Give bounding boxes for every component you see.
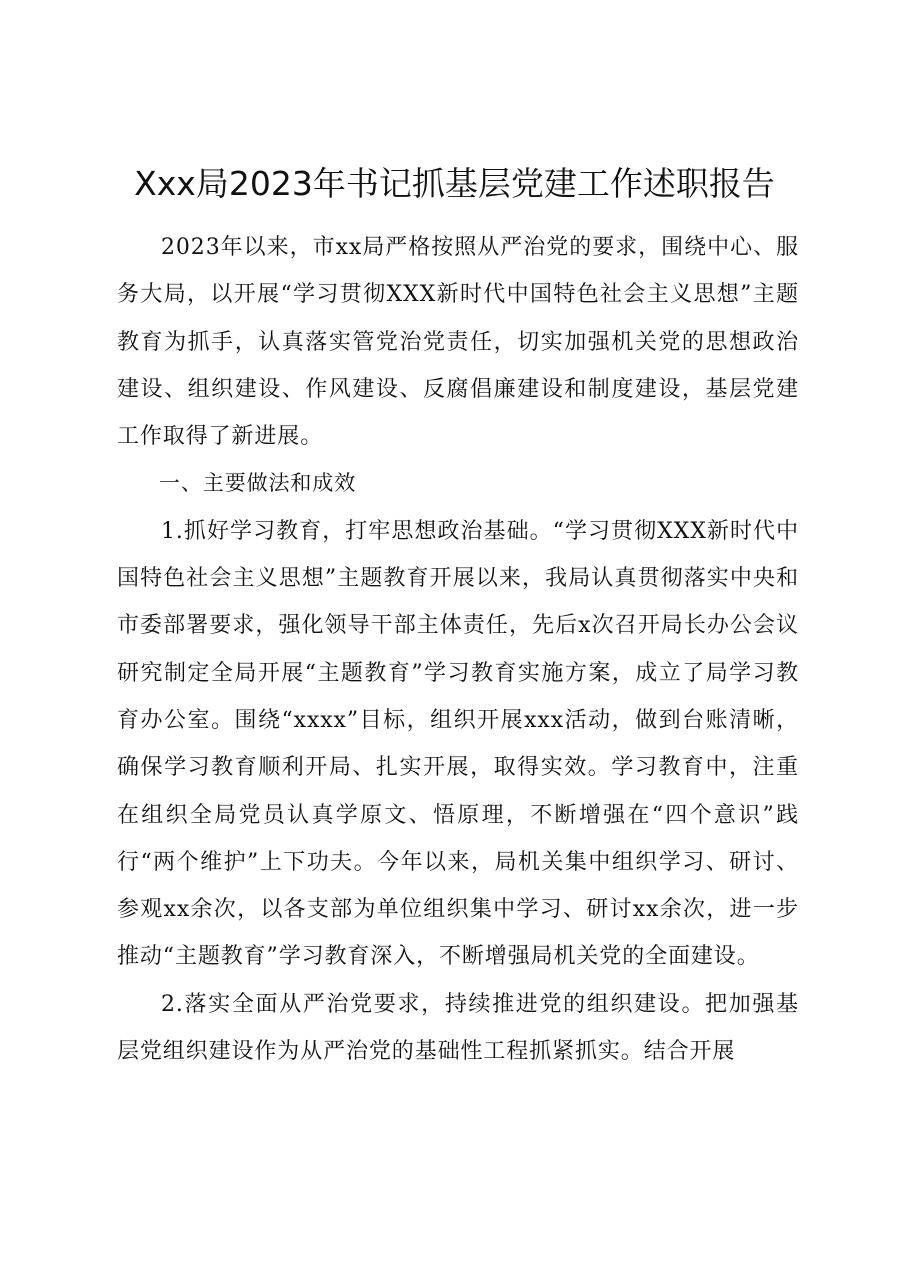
- section-heading: 一、主要做法和成效: [159, 471, 357, 496]
- item-2-paragraph: 2.落实全面从严治党要求，持续推进党的组织建设。把加强基层党组织建设作为从严治党的基础性工程抓紧抓实。结合开展: [117, 991, 799, 1065]
- document-body: [117, 224, 799, 1075]
- item-1-paragraph: 1.抓好学习教育，打牢思想政治基础。“学习贯彻XXX新时代中国特色社会主义思想”主题教育开展以来，我局认真贯彻落实中央和市委部署要求，强化领导干部主体责任，先后x次召开局长办公会议研究制定全局开展“主题教育”学习教育实施方案，成立了局学习教育办公室。围绕“xxxx”目标，组织开展xxx活动，做到台账清晰，确保学习教育顺利开局、扎实开展，取得实效。学习教育中，注重在组织全局党员认真学原文、悟原理，不断增强在“四个意识”践行“两个维护”上下功夫。今年以来，局机关集中组织学习、研讨、参观xx余次，以各支部为单位组织集中学习、研讨xx余次，进一步推动“主题教育”学习教育深入，不断增强局机关党的全面建设。: [117, 518, 799, 970]
- intro-paragraph: 2023年以来，市xx局严格按照从严治党的要求，围绕中心、服务大局，以开展“学习贯彻XXX新时代中国特色社会主义思想”主题教育为抓手，认真落实管党治党责任，切实加强机关党的思想政治建设、组织建设、作风建设、反腐倡廉建设和制度建设，基层党建工作取得了新进展。: [117, 235, 799, 450]
- document-title: Xxx局2023年书记抓基层党建工作述职报告: [134, 164, 775, 203]
